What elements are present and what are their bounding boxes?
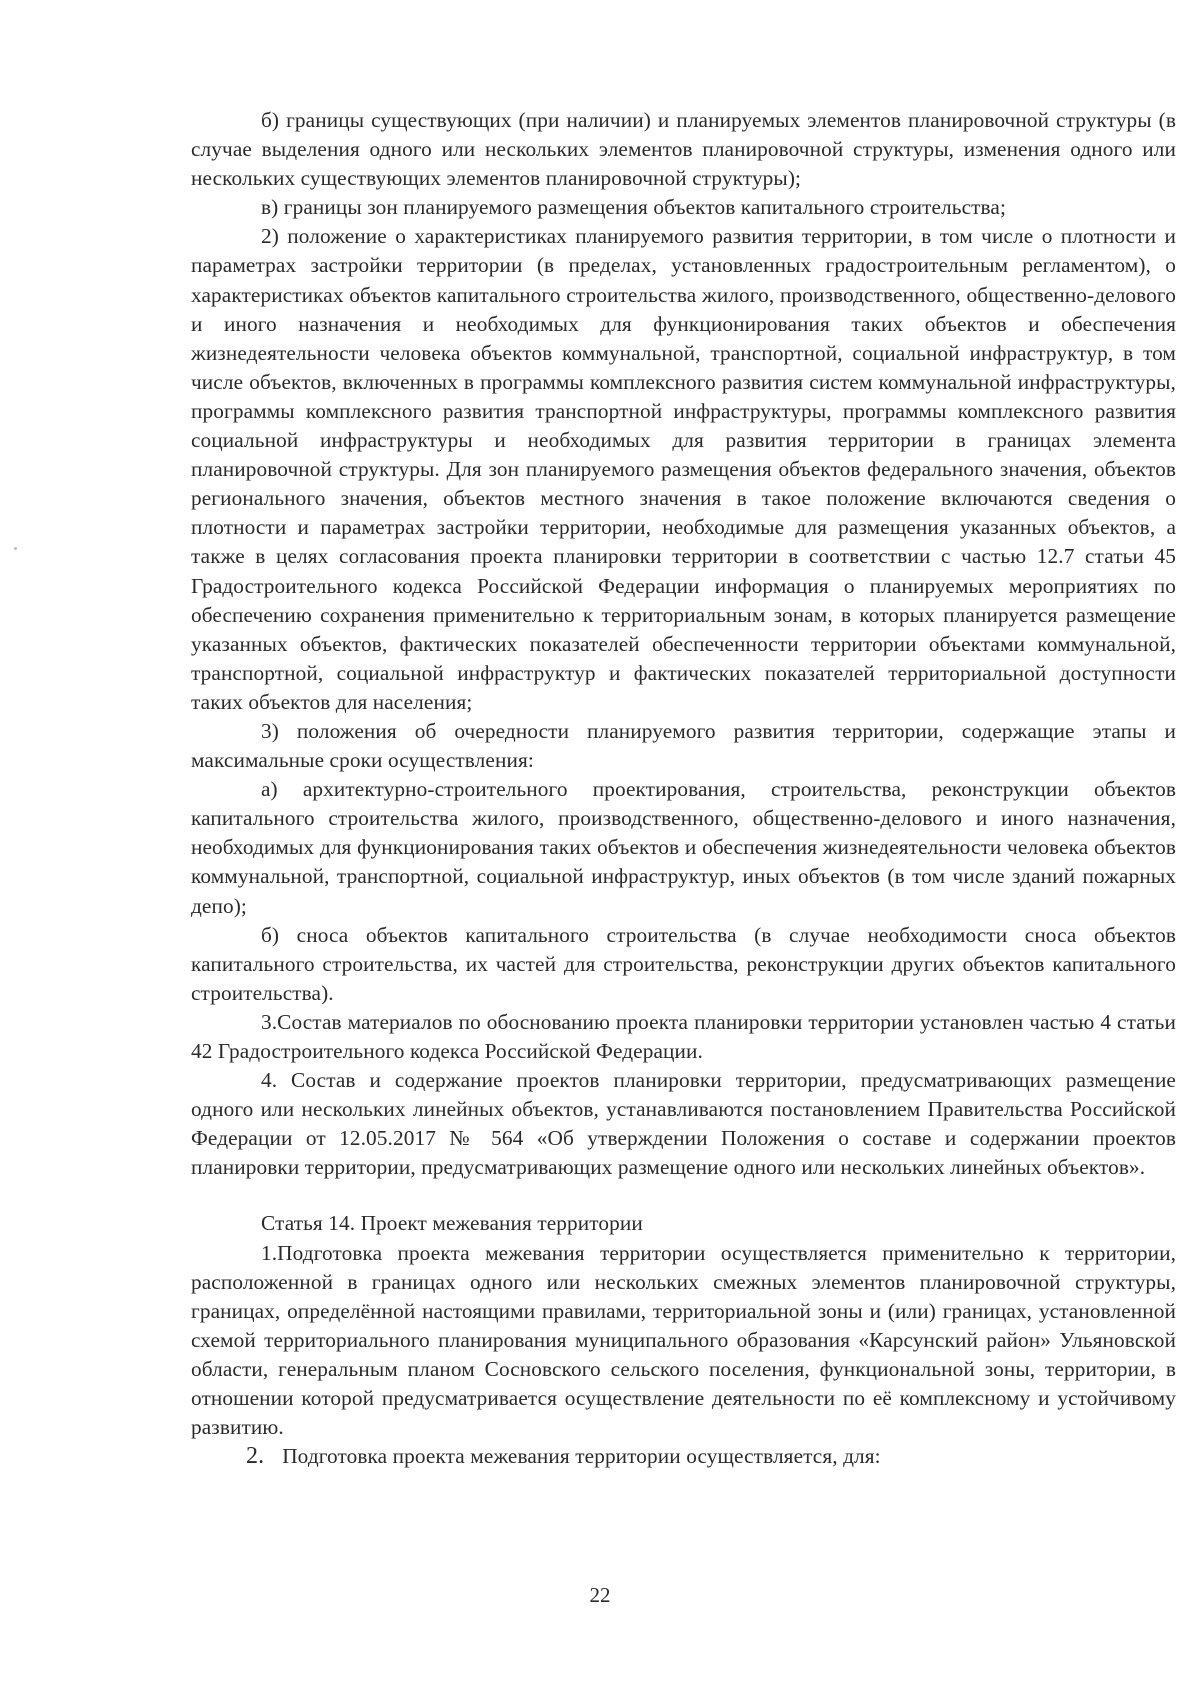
paragraph-3-materials: 3.Состав материалов по обоснованию проекта планировки территории установлен частью 4 статьи 42 Градостроительного кодекса Российской Федерации. <box>191 1009 1176 1063</box>
article-item-2-text: Подготовка проекта межевания территории осуществляется, для: <box>282 1444 881 1469</box>
page-number: 22 <box>589 1583 611 1607</box>
paragraph-v-zones: в) границы зон планируемого размещения объектов капитального строительства; <box>261 195 1006 220</box>
article-paragraph-1: 1.Подготовка проекта межевания территории осуществляется применительно к территории, расположенной в границах одного или нескольких смежных элементов планировочной структуры, границах, определённой настоящими правилами, территориальной зоны и (или) границах, установленной схемой территориального планирования муниципального образования «Карсунский район» Ульяновской области, генеральным планом Сосновского сельского поселения, функциональной зоны, территории, в отношении которой предусматривается осуществление деятельности по её комплексному и устойчивому развитию. <box>191 1240 1176 1440</box>
paragraph-2-characteristics: 2) положение о характеристиках планируемого развития территории, в том числе о плотности и параметрах застройки территории (в пределах, установленных градостроительным регламентом), о характеристиках объектов капитального строительства жилого, производственного, общественно-делового и иного назначения и необходимых для функционирования таких объектов и обеспечения жизнедеятельности человека объектов коммунальной, транспортной, социальной инфраструктур, в том числе объектов, включенных в программы комплексного развития систем коммунальной инфраструктуры, программы комплексного развития транспортной инфраструктуры, программы комплексного развития социальной инфраструктуры и необходимых для развития территории в границах элемента планировочной структуры. Для зон планируемого размещения объектов федерального значения, объектов регионального значения, объектов местного значения в такое положение включаются сведения о плотности и параметрах застройки территории, необходимые для размещения указанных объектов, а также в целях согласования проекта планировки территории в соответствии с частью 12.7 статьи 45 Градостроительного кодекса Российской Федерации информация о планируемых мероприятиях по обеспечению сохранения применительно к территориальным зонам, в которых планируется размещение указанных объектов, фактических показателей обеспеченности территории объектами коммунальной, транспортной, социальной инфраструктур и фактических показателей территориальной доступности таких объектов для населения; <box>191 224 1176 714</box>
paragraph-4-composition: 4. Состав и содержание проектов планировки территории, предусматривающих размещение одного или нескольких линейных объектов, устанавливаются постановлением Правительства Российской Федерации от 12.05.2017 № 564 «Об утверждении Положения о составе и содержании проектов планировки территории, предусматривающих размещение одного или нескольких линейных объектов». <box>191 1068 1176 1180</box>
article-item-2-number: 2. <box>246 1443 265 1470</box>
scan-artifact <box>14 547 17 550</box>
article-heading: Статья 14. Проект межевания территории <box>261 1211 643 1236</box>
article-item-2 <box>191 1442 1176 1471</box>
paragraph-b-demolition: б) сноса объектов капитального строительства (в случае необходимости сноса объектов капитального строительства, их частей для строительства, реконструкции других объектов капитального строительства). <box>191 922 1176 1005</box>
paragraph-3-stages: 3) положения об очередности планируемого развития территории, содержащие этапы и максимальные сроки осуществления: <box>191 718 1176 773</box>
paragraph-a-design: а) архитектурно-строительного проектирования, строительства, реконструкции объектов капитального строительства жилого, производственного, общественно-делового и иного назначения, необходимых для функционирования таких объектов и обеспечения жизнедеятельности человека объектов коммунальной, транспортной, социальной инфраструктур, иных объектов (в том числе зданий пожарных депо); <box>191 777 1176 918</box>
paragraph-b-boundaries: б) границы существующих (при наличии) и планируемых элементов планировочной структуры (в случае выделения одного или нескольких элементов планировочной структуры, изменения одного или нескольких существующих элементов планировочной структуры); <box>191 108 1176 191</box>
document-body <box>191 106 1176 1471</box>
